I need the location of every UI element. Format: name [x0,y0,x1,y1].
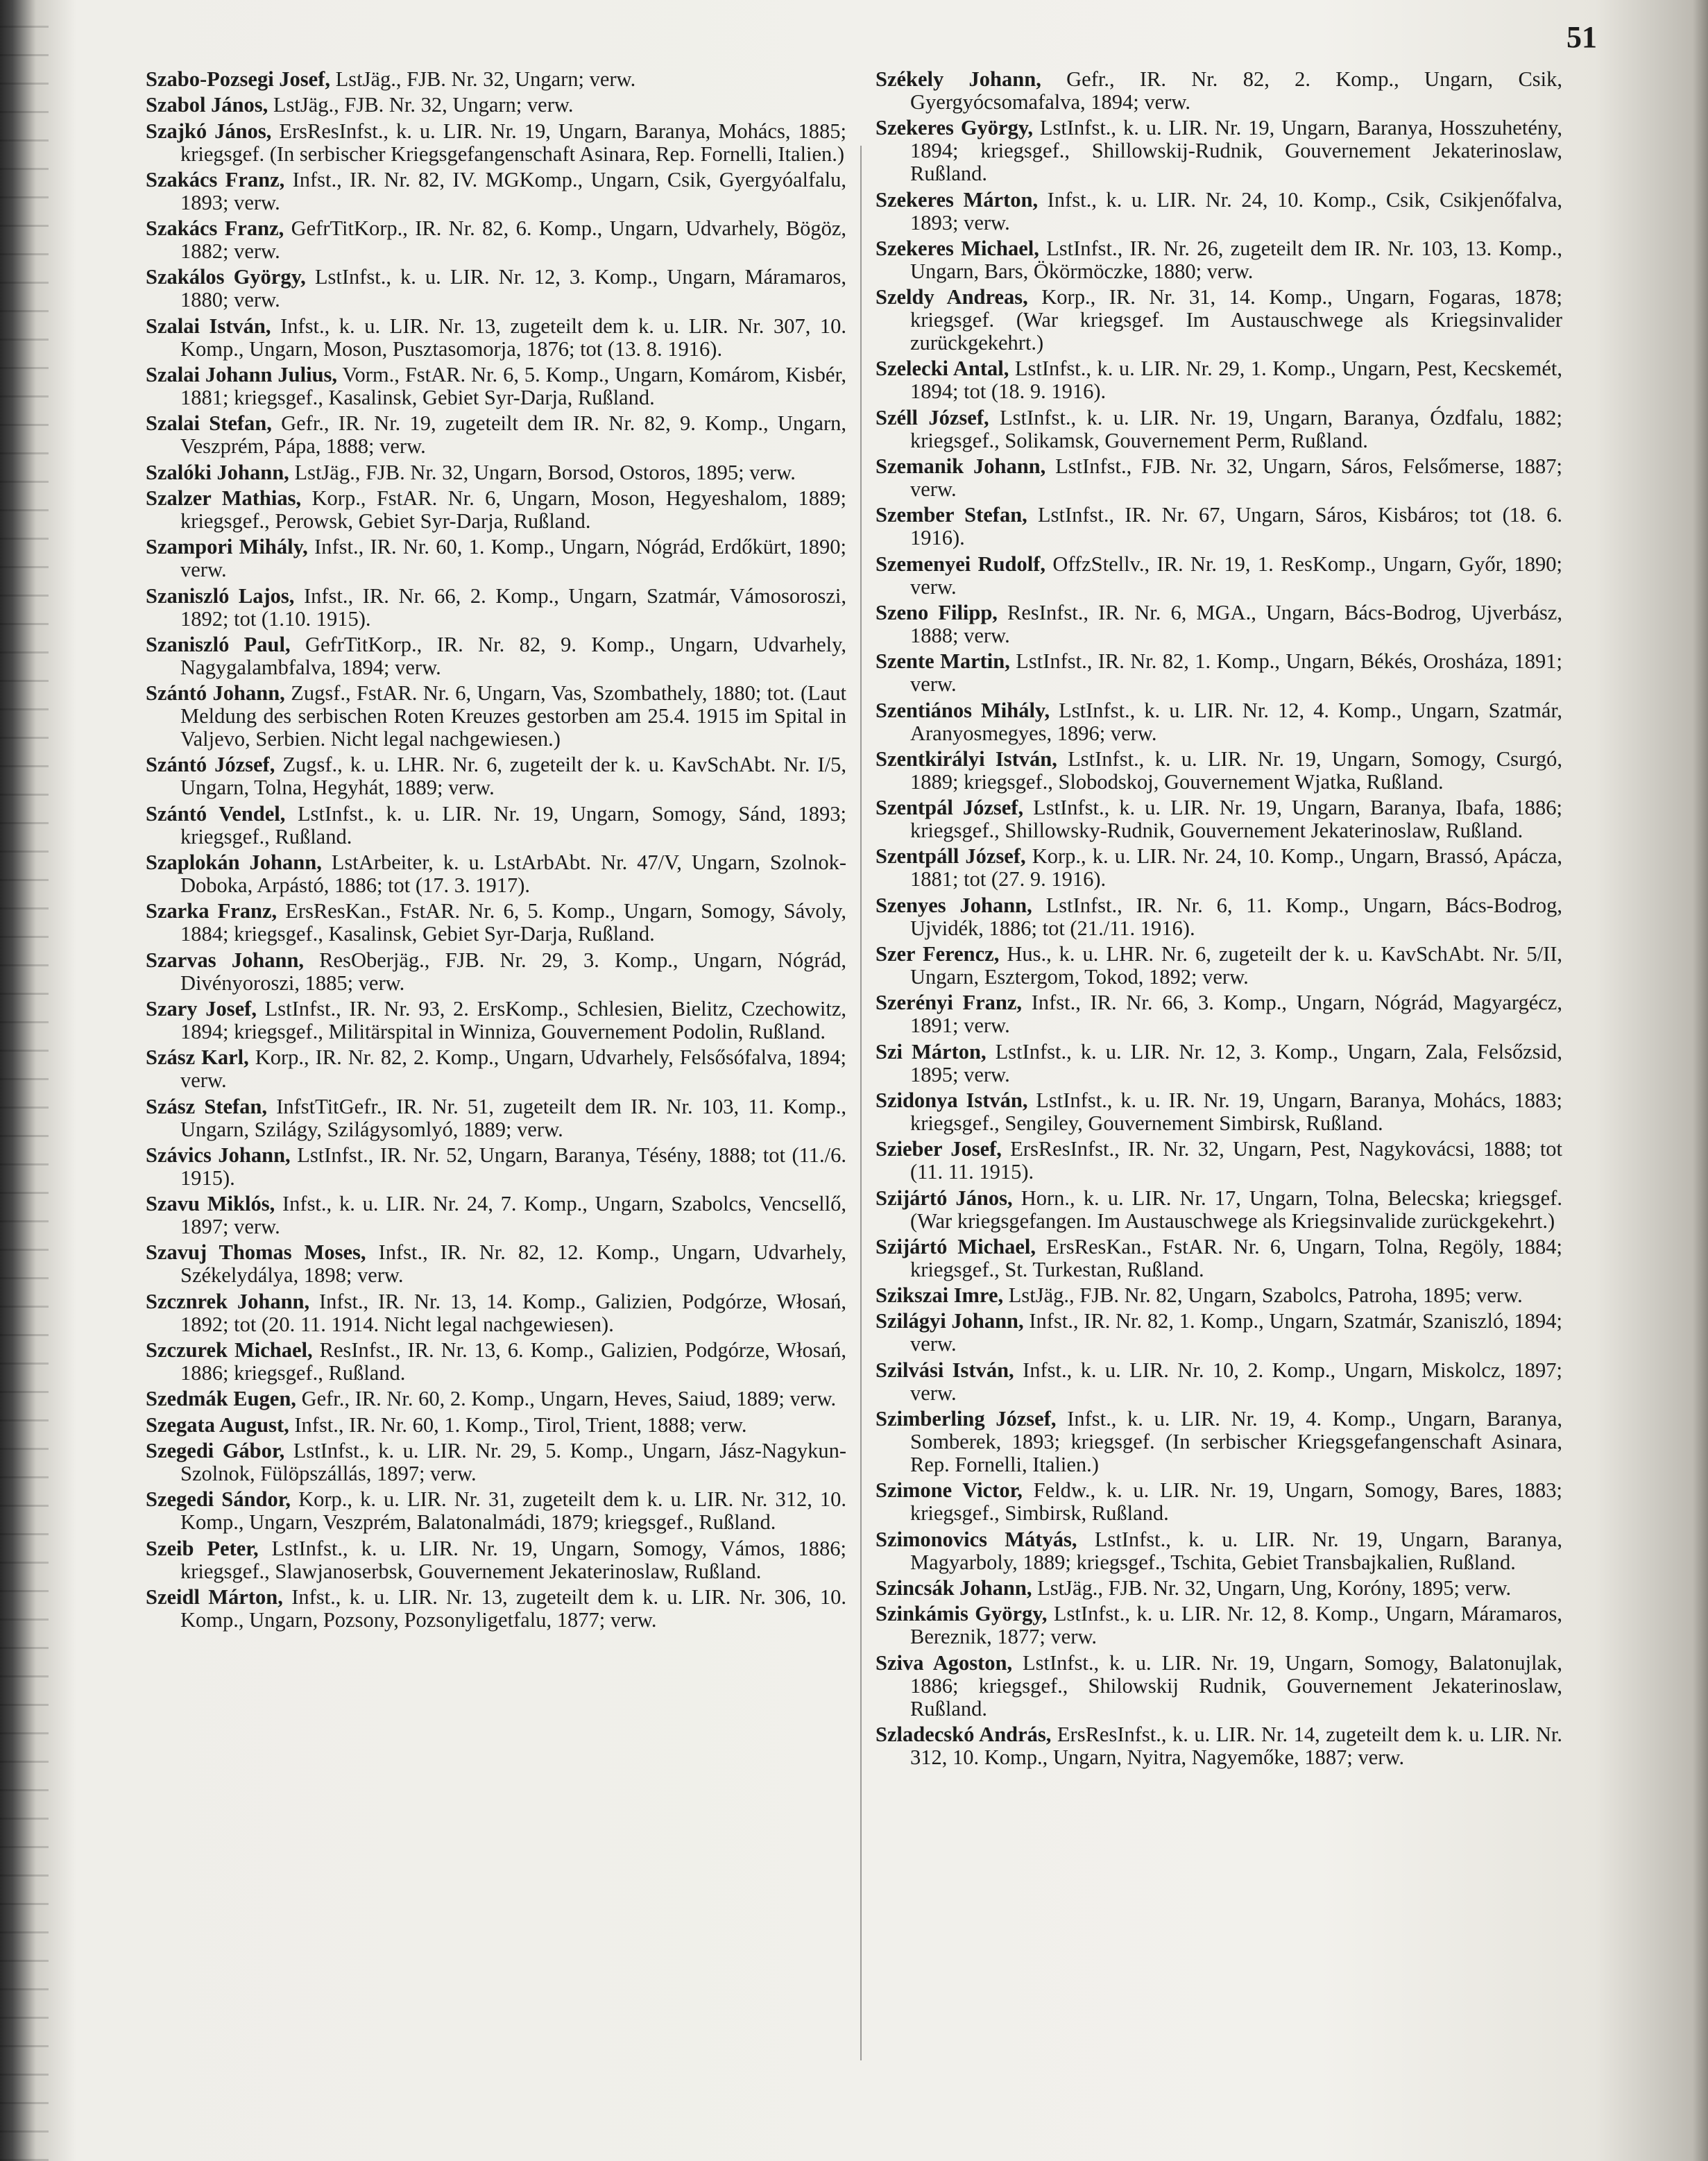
register-entry [876,189,1562,234]
register-entry [146,1193,846,1238]
entry-details: OffzStellv., IR. Nr. 19, 1. ResKomp., Ungarn, Győr, 1890; verw. [910,552,1562,599]
entry-details: LstInfst., k. u. LIR. Nr. 19, Ungarn, Somogy, Vámos, 1886; kriegsgef., Slawjanoserbsk, Gouvernement Jekaterinoslaw, Rußland. [180,1536,846,1583]
entry-details: Infst., k. u. LIR. Nr. 13, zugeteilt dem k. u. LIR. Nr. 307, 10. Komp., Ungarn, Moson, Pusztasomorja, 1876; tot (13. 8. 1916). [180,314,847,361]
entry-details: LstInfst., IR. Nr. 52, Ungarn, Baranya, Tésény, 1888; tot (11./6. 1915). [180,1143,846,1190]
entry-details: LstJäg., FJB. Nr. 32, Ungarn; verw. [273,93,574,117]
entry-details: Korp., k. u. LIR. Nr. 31, zugeteilt dem k. u. LIR. Nr. 312, 10. Komp., Ungarn, Veszprém, Balatonalmádi, 1879; kriegsgef., Rußland. [180,1487,847,1535]
left-column [146,68,846,1634]
entry-name: Szaniszló Lajos, [146,583,295,608]
register-entry [146,1339,846,1385]
register-entry [876,455,1562,501]
register-entry [876,699,1562,745]
register-entry [876,237,1562,283]
register-entry [876,286,1562,355]
entry-name: Szakács Franz, [146,216,284,241]
entry-name: Szenyes Johann, [876,893,1032,917]
entry-name: Szimone Victor, [876,1478,1023,1503]
page-number: 51 [1566,20,1597,54]
register-entry [876,1652,1562,1720]
entry-name: Szampori Mihály, [146,535,308,559]
entry-details: LstArbeiter, k. u. LstArbAbt. Nr. 47/V, Ungarn, Szolnok-Doboka, Arpástó, 1886; tot (17. 3. 1917). [180,851,846,898]
register-entry [876,68,1562,114]
entry-name: Szalai Stefan, [146,411,272,436]
entry-name: Szentpáll József, [876,844,1026,869]
register-entry [146,412,846,458]
entry-name: Szeno Filipp, [876,600,998,624]
entry-name: Széll József, [876,405,989,429]
entry-details: LstInfst., k. u. LIR. Nr. 29, 1. Komp., Ungarn, Pest, Kecskemét, 1894; tot (18. 9. 1916). [910,357,1563,404]
entry-name: Szegata August, [146,1412,289,1437]
register-entry [146,851,846,897]
register-entry [146,266,846,311]
entry-name: Szentkirályi István, [876,746,1057,771]
entry-details: LstInfst., k. u. LIR. Nr. 19, Ungarn, Somogy, Csurgó, 1889; kriegsgef., Slobodskoj, Gouvernement Wjatka, Rußland. [910,746,1562,794]
entry-details: Vorm., FstAR. Nr. 6, 5. Komp., Ungarn, Komárom, Kisbér, 1881; kriegsgef., Kasalinsk, Gebiet Syr-Darja, Rußland. [180,363,847,410]
register-entry [876,1187,1562,1233]
entry-name: Szeib Peter, [146,1536,259,1560]
register-entry [146,1387,846,1410]
register-entry [146,1440,846,1485]
entry-name: Szántó Vendel, [146,801,286,826]
entry-name: Szántó József, [146,753,275,777]
entry-name: Szedmák Eugen, [146,1387,296,1411]
entry-details: Horn., k. u. LIR. Nr. 17, Ungarn, Tolna, Belecska; kriegsgef. (War kriegsgefangen. Im Austauschwege als Kriegsinvalide zurückgekehrt.) [910,1186,1562,1233]
register-entry [876,1603,1562,1648]
entry-details: LstInfst., IR. Nr. 67, Ungarn, Sáros, Kisbáros; tot (18. 6. 1916). [910,503,1562,550]
entry-details: LstJäg., FJB. Nr. 82, Ungarn, Szabolcs, Patroha, 1895; verw. [1008,1283,1523,1308]
register-entry [146,217,846,263]
entry-name: Szinkámis György, [876,1602,1048,1626]
register-entry [876,1479,1562,1525]
entry-details: Infst., k. u. LIR. Nr. 24, 10. Komp., Csik, Csikjenőfalva, 1893; verw. [910,187,1562,234]
entry-name: Szentpál József, [876,796,1024,820]
register-entry [146,803,846,848]
entry-details: Korp., IR. Nr. 82, 2. Komp., Ungarn, Udvarhely, Felsősófalva, 1894; verw. [180,1045,846,1093]
entry-details: Zugsf., k. u. LHR. Nr. 6, zugeteilt der k. u. KavSchAbt. Nr. I/5, Ungarn, Tolna, Hegyhát, 1889; verw. [180,753,847,800]
register-entry [876,1236,1562,1281]
entry-details: LstInfst., k. u. LIR. Nr. 29, 5. Komp., Ungarn, Jász-Nagykun-Szolnok, Fülöpszállás, 1897; verw. [180,1438,847,1485]
entry-details: Korp., IR. Nr. 31, 14. Komp., Ungarn, Fogaras, 1878; kriegsgef. (War kriegsgef. Im Austauschwege als Kriegsinvalider zurückgekehrt.) [910,285,1562,355]
register-entry [876,1408,1562,1476]
register-entry [876,991,1562,1037]
column-divider [860,146,862,2060]
entry-details: Gefr., IR. Nr. 82, 2. Komp., Ungarn, Csik, Gyergyócsomafalva, 1894; verw. [910,67,1563,114]
register-entry [876,1723,1562,1769]
register-entry [876,1138,1562,1184]
entry-name: Szekeres György, [876,116,1034,140]
entry-details: Feldw., k. u. LIR. Nr. 19, Ungarn, Somogy, Bares, 1883; kriegsgef., Simbirsk, Rußland. [910,1478,1562,1526]
register-entry [146,753,846,799]
entry-details: ErsResInfst., k. u. LIR. Nr. 14, zugeteilt dem k. u. LIR. Nr. 312, 10. Komp., Ungarn, Nyitra, Nagyemőke, 1887; verw. [910,1722,1562,1769]
entry-details: GefrTitKorp., IR. Nr. 82, 6. Komp., Ungarn, Udvarhely, Bögöz, 1882; verw. [180,216,846,264]
entry-name: Szikszai Imre, [876,1283,1004,1308]
entry-name: Szilágyi Johann, [876,1309,1024,1333]
entry-name: Szimonovics Mátyás, [876,1527,1077,1551]
entry-name: Szegedi Sándor, [146,1487,291,1512]
entry-name: Szijártó Michael, [876,1234,1036,1258]
entry-name: Szalóki Johann, [146,460,289,484]
entry-name: Szeldy Andreas, [876,285,1028,309]
entry-name: Szember Stefan, [876,503,1027,527]
register-entry [146,1241,846,1287]
entry-name: Szavuj Thomas Moses, [146,1240,366,1265]
entry-name: Szakálos György, [146,265,306,289]
register-entry [876,845,1562,891]
entry-details: Infst., IR. Nr. 82, IV. MGKomp., Ungarn, Csik, Gyergyóalfalu, 1893; verw. [180,167,847,214]
register-entry [146,1144,846,1190]
register-entry [146,1290,846,1336]
entry-name: Szczurek Michael, [146,1338,313,1363]
register-entry [146,949,846,995]
entry-details: Infst., IR. Nr. 66, 2. Komp., Ungarn, Szatmár, Vámosoroszi, 1892; tot (1.10. 1915). [180,583,847,631]
entry-name: Szegedi Gábor, [146,1438,285,1462]
entry-details: LstJäg., FJB. Nr. 32, Ungarn, Ung, Koróny, 1895; verw. [1037,1575,1512,1600]
register-entry [876,553,1562,599]
entry-details: LstInfst., k. u. LIR. Nr. 19, Ungarn, Somogy, Balatonujlak, 1886; kriegsgef., Shilowskij Rudnik, Gouvernement Jekaterinoslaw, Rußland. [910,1650,1563,1720]
entry-details: ErsResKan., FstAR. Nr. 6, 5. Komp., Ungarn, Somogy, Sávoly, 1884; kriegsgef., Kasalinsk, Gebiet Syr-Darja, Rußland. [180,899,847,946]
entry-details: LstInfst., k. u. LIR. Nr. 19, Ungarn, Somogy, Sánd, 1893; kriegsgef., Rußland. [180,801,846,848]
entry-name: Szalai István, [146,314,271,338]
register-entry [146,1095,846,1141]
entry-name: Szemenyei Rudolf, [876,552,1046,576]
entry-details: LstInfst., k. u. LIR. Nr. 19, Ungarn, Baranya, Hosszuhetény, 1894; kriegsgef., Shillowskij-Rudnik, Gouvernement Jekaterinoslaw, Rußland. [910,116,1562,186]
entry-details: Zugsf., FstAR. Nr. 6, Ungarn, Vas, Szombathely, 1880; tot. (Laut Meldung des serbischen Roten Kreuzes gestorben am 25.4. 1915 im Spital in Valjevo, Serbien. Nicht legal nachgewiesen.) [180,681,846,751]
entry-details: Infst., k. u. LIR. Nr. 10, 2. Komp., Ungarn, Miskolcz, 1897; verw. [910,1358,1563,1405]
entry-name: Szentiános Mihály, [876,698,1050,722]
register-entry [146,1414,846,1437]
register-entry [146,169,846,214]
entry-name: Szavu Miklós, [146,1192,275,1216]
entry-details: Gefr., IR. Nr. 60, 2. Komp., Ungarn, Heves, Saiud, 1889; verw. [301,1387,837,1411]
register-entry [876,601,1562,647]
entry-details: LstInfst., IR. Nr. 26, zugeteilt dem IR. Nr. 103, 13. Komp., Ungarn, Bars, Ökörmöczke, 1880; verw. [910,236,1563,283]
entry-details: Infst., IR. Nr. 60, 1. Komp., Ungarn, Nógrád, Erdőkürt, 1890; verw. [180,535,846,582]
register-entry [876,650,1562,696]
entry-name: Szarka Franz, [146,899,277,923]
entry-details: Korp., FstAR. Nr. 6, Ungarn, Moson, Hegyeshalom, 1889; kriegsgef., Perowsk, Gebiet Syr-Darja, Rußland. [180,486,847,533]
entry-name: Szidonya István, [876,1088,1028,1112]
register-entry [146,536,846,581]
entry-details: LstInfst., k. u. LIR. Nr. 12, 3. Komp., Ungarn, Máramaros, 1880; verw. [180,265,847,312]
entry-details: GefrTitKorp., IR. Nr. 82, 9. Komp., Ungarn, Udvarhely, Nagygalambfalva, 1894; verw. [180,632,847,679]
entry-name: Szerényi Franz, [876,991,1023,1015]
entry-name: Szemanik Johann, [876,454,1046,479]
register-entry [146,633,846,679]
register-entry [876,1089,1562,1135]
entry-name: Székely Johann, [876,67,1041,91]
entry-details: ErsResInfst., IR. Nr. 32, Ungarn, Pest, Nagykovácsi, 1888; tot (11. 11. 1915). [910,1137,1563,1184]
entry-details: Infst., k. u. LIR. Nr. 24, 7. Komp., Ungarn, Szabolcs, Vencsellő, 1897; verw. [180,1192,847,1239]
entry-name: Szaniszló Paul, [146,632,291,656]
entry-name: Szekeres Michael, [876,236,1039,260]
entry-details: ResOberjäg., FJB. Nr. 29, 3. Komp., Ungarn, Nógrád, Divényoroszi, 1885; verw. [180,948,846,995]
entry-name: Szabol János, [146,93,268,117]
entry-name: Sziva Agoston, [876,1650,1013,1675]
register-entry [146,120,846,166]
entry-details: LstInfst., k. u. LIR. Nr. 19, Ungarn, Baranya, Ibafa, 1886; kriegsgef., Shillowsky-Rudnik, Gouvernement Jekaterinoslaw, Rußland. [910,796,1562,843]
entry-details: ErsResKan., FstAR. Nr. 6, Ungarn, Tolna, Regöly, 1884; kriegsgef., St. Turkestan, Rußland. [910,1234,1562,1281]
entry-name: Szladecskó András, [876,1722,1052,1746]
entry-details: Infst., IR. Nr. 66, 3. Komp., Ungarn, Nógrád, Magyargécz, 1891; verw. [910,991,1563,1038]
register-entry [146,364,846,409]
entry-name: Szakács Franz, [146,167,285,191]
entry-details: Korp., k. u. LIR. Nr. 24, 10. Komp., Ungarn, Brassó, Apácza, 1881; tot (27. 9. 1916). [910,844,1563,891]
entry-details: LstJäg., FJB. Nr. 32, Ungarn; verw. [335,67,636,91]
entry-details: LstInfst., k. u. LIR. Nr. 12, 4. Komp., Ungarn, Szatmár, Aranyosmegyes, 1896; verw. [910,698,1562,745]
register-entry [146,461,846,484]
entry-name: Szarvas Johann, [146,948,305,972]
entry-name: Szary Josef, [146,996,257,1020]
entry-details: LstInfst., IR. Nr. 82, 1. Komp., Ungarn, Békés, Orosháza, 1891; verw. [910,649,1562,697]
entry-name: Szilvási István, [876,1358,1014,1382]
entry-name: Szántó Johann, [146,681,285,706]
entry-details: LstInfst., IR. Nr. 93, 2. ErsKomp., Schlesien, Bielitz, Czechowitz, 1894; kriegsgef., Militärspital in Winniza, Gouvernement Podolin, Rußland. [180,996,846,1043]
entry-name: Szcznrek Johann, [146,1289,310,1313]
entry-details: ResInfst., IR. Nr. 6, MGA., Ungarn, Bács-Bodrog, Ujverbász, 1888; verw. [910,600,1562,647]
entry-name: Szente Martin, [876,649,1010,674]
entry-details: InfstTitGefr., IR. Nr. 51, zugeteilt dem IR. Nr. 103, 11. Komp., Ungarn, Szilágy, Szilágysomlyó, 1889; verw. [180,1094,847,1141]
register-entry [876,943,1562,989]
entry-details: Infst., IR. Nr. 60, 1. Komp., Tirol, Trient, 1888; verw. [294,1412,747,1437]
register-entry [146,998,846,1043]
book-spine-edge [0,0,49,2161]
entry-name: Szer Ferencz, [876,942,1000,966]
register-entry [146,682,846,751]
register-entry [876,407,1562,452]
entry-name: Szekeres Márton, [876,187,1039,212]
right-column [876,68,1562,1772]
register-entry [876,1041,1562,1086]
register-entry [876,796,1562,842]
entry-details: Gefr., IR. Nr. 19, zugeteilt dem IR. Nr. 82, 9. Komp., Ungarn, Veszprém, Pápa, 1888; verw. [180,411,847,459]
entry-details: Infst., IR. Nr. 82, 1. Komp., Ungarn, Szatmár, Szaniszló, 1894; verw. [910,1309,1562,1356]
register-entry [876,1577,1562,1600]
entry-details: LstInfst., k. u. IR. Nr. 19, Ungarn, Baranya, Mohács, 1883; kriegsgef., Sengiley, Gouvernement Simbirsk, Rußland. [910,1088,1562,1135]
register-entry [876,1528,1562,1574]
register-entry [876,1359,1562,1405]
register-entry [146,487,846,533]
entry-details: LstJäg., FJB. Nr. 32, Ungarn, Borsod, Ostoros, 1895; verw. [294,460,796,484]
entry-name: Szalai Johann Julius, [146,363,338,387]
register-entry [146,1046,846,1092]
entry-details: LstInfst., k. u. LIR. Nr. 12, 8. Komp., Ungarn, Máramaros, Bereznik, 1877; verw. [910,1602,1562,1649]
entry-details: ResInfst., IR. Nr. 13, 6. Komp., Galizien, Podgórze, Włosań, 1886; kriegsgef., Rußland. [180,1338,846,1385]
entry-details: LstInfst., IR. Nr. 6, 11. Komp., Ungarn, Bács-Bodrog, Ujvidék, 1886; tot (21./11. 1916). [910,893,1563,940]
entry-name: Szász Karl, [146,1045,249,1070]
register-entry [876,748,1562,794]
entry-name: Szávics Johann, [146,1143,291,1167]
register-entry [146,900,846,946]
entry-name: Szi Márton, [876,1039,987,1064]
entry-name: Szimberling József, [876,1407,1057,1431]
entry-details: LstInfst., k. u. LIR. Nr. 19, Ungarn, Baranya, Magyarboly, 1889; kriegsgef., Tschita, Gebiet Transbajkalien, Rußland. [910,1527,1562,1574]
entry-name: Szeidl Márton, [146,1585,283,1609]
register-entry [876,357,1562,403]
register-entry [146,68,846,91]
entry-name: Szelecki Antal, [876,357,1009,381]
entry-name: Szabo-Pozsegi Josef, [146,67,330,91]
entry-details: ErsResInfst., k. u. LIR. Nr. 19, Ungarn, Baranya, Mohács, 1885; kriegsgef. (In serbischer Kriegsgefangenschaft Asinara, Rep. Fornelli, Italien.) [180,119,846,166]
entry-details: LstInfst., k. u. LIR. Nr. 12, 3. Komp., Ungarn, Zala, Felsőzsid, 1895; verw. [910,1039,1563,1086]
entry-name: Szász Stefan, [146,1094,268,1118]
entry-name: Szalzer Mathias, [146,486,302,510]
entry-name: Szieber Josef, [876,1137,1002,1161]
entry-details: LstInfst., k. u. LIR. Nr. 19, Ungarn, Baranya, Ózdfalu, 1882; kriegsgef., Solikamsk, Gouvernement Perm, Rußland. [910,405,1563,452]
entry-details: Infst., IR. Nr. 82, 12. Komp., Ungarn, Udvarhely, Székelydálya, 1898; verw. [180,1240,846,1288]
register-entry [876,1310,1562,1356]
register-entry [146,1586,846,1632]
register-entry [876,1284,1562,1307]
register-entry [146,585,846,631]
entry-details: Hus., k. u. LHR. Nr. 6, zugeteilt der k. u. KavSchAbt. Nr. 5/II, Ungarn, Esztergom, Tokod, 1892; verw. [910,942,1563,989]
register-entry [146,1537,846,1583]
entry-name: Szincsák Johann, [876,1575,1032,1600]
entry-name: Szaplokán Johann, [146,851,322,875]
entry-name: Szijártó János, [876,1186,1013,1210]
entry-details: Infst., k. u. LIR. Nr. 13, zugeteilt dem k. u. LIR. Nr. 306, 10. Komp., Ungarn, Pozsony, Pozsonyligetfalu, 1877; verw. [180,1585,847,1632]
register-entry [146,1488,846,1534]
register-entry [876,504,1562,549]
entry-details: Infst., k. u. LIR. Nr. 19, 4. Komp., Ungarn, Baranya, Somberek, 1893; kriegsgef. (In serbischer Kriegsgefangenschaft Asinara, Rep. Fornelli, Italien.) [910,1407,1562,1477]
register-entry [876,894,1562,940]
entry-name: Szajkó János, [146,119,272,143]
entry-details: LstInfst., FJB. Nr. 32, Ungarn, Sáros, Felsőmerse, 1887; verw. [910,454,1563,502]
register-entry [876,117,1562,185]
register-entry [146,94,846,117]
register-entry [146,315,846,361]
entry-details: Infst., IR. Nr. 13, 14. Komp., Galizien, Podgórze, Włosań, 1892; tot (20. 11. 1914. Nicht legal nachgewiesen). [180,1289,847,1336]
